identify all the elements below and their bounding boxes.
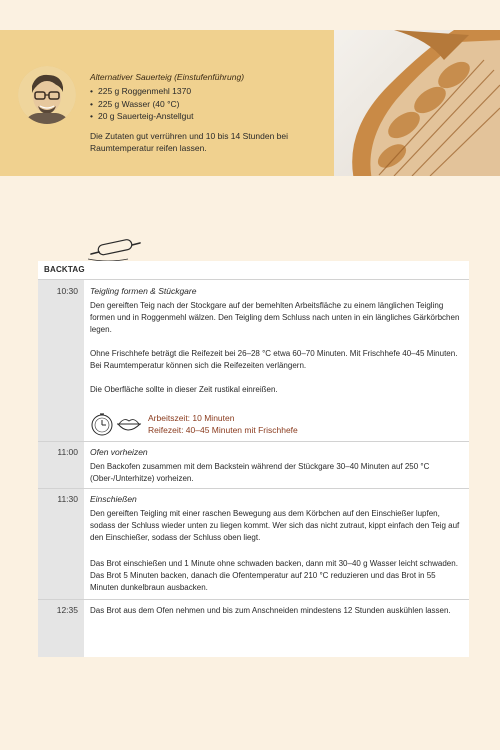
alt-sourdough-title: Alternativer Sauerteig (Einstufenführung) (90, 72, 245, 82)
divider (38, 599, 469, 600)
clock-icon (92, 414, 112, 435)
step-paragraph: Die Oberfläche sollte in dieser Zeit rustikal einreißen. (90, 385, 278, 394)
step-time: 12:35 (56, 605, 78, 615)
rest-time: Reifezeit: 40–45 Minuten mit Frischhefe (148, 425, 298, 435)
step-paragraph: Das Brot aus dem Ofen nehmen und bis zum Anschneiden mindestens 12 Stunden auskühlen lassen. (90, 606, 451, 615)
step-time: 11:30 (57, 494, 78, 504)
backtag-label: BACKTAG (44, 265, 85, 274)
alt-sourdough-note: Die Zutaten gut verrühren und 10 bis 14 Stunden bei Raumtemperatur reifen lassen. (90, 131, 288, 153)
work-time: Arbeitszeit: 10 Minuten (148, 413, 235, 423)
ingredient-item: • 225 g Roggenmehl 1370 (90, 85, 193, 98)
divider (38, 488, 469, 489)
ingredient-list (90, 85, 193, 123)
step-time: 11:00 (57, 447, 78, 457)
ingredient-item: • 20 g Sauerteig-Anstellgut (90, 110, 193, 123)
timer-icons (90, 412, 144, 438)
author-avatar (18, 66, 76, 124)
rolling-pin-icon (88, 237, 144, 263)
step-paragraph: Den gereiften Teigling mit einer raschen Bewegung aus dem Körbchen auf den Einschießer lupfen, sodass der Schluss wieder unten zu liegen kommt. Wer sich das nicht zutraut, kippt einfach den Teig auf den Einschießer, sodass der Schluss oben liegt. (90, 509, 460, 542)
bowl-icon (117, 420, 141, 430)
step-paragraph: Den Backofen zusammen mit dem Backstein während der Stückgare 30–40 Minuten auf 250 °C (Ober-/Unterhitze) vorheizen. (90, 462, 430, 483)
step-paragraph: Das Brot einschießen und 1 Minute ohne schwaden backen, dann mit 30–40 g Wasser leicht schwaden. Das Brot 5 Minuten backen, danach die Ofentemperatur auf 210 °C reduzieren und das Brot in 55 Minuten dunkelbraun ausbacken. (90, 559, 458, 592)
step-title: Teigling formen & Stückgare (90, 286, 197, 296)
divider (38, 279, 469, 280)
step-paragraph: Ohne Frischhefe beträgt die Reifezeit bei 26–28 °C etwa 60–70 Minuten. Mit Frischhefe 40–45 Minuten. Bei Raumtemperatur können sich die Reifezeiten verlängern. (90, 349, 458, 370)
ingredient-item: • 225 g Wasser (40 °C) (90, 98, 193, 111)
divider (38, 441, 469, 442)
bread-photo (334, 30, 500, 176)
time-column (38, 280, 84, 657)
step-time: 10:30 (56, 286, 78, 296)
step-paragraph: Den gereiften Teig nach der Stockgare auf der bemehlten Arbeitsfläche zu einem länglichen Teigling formen und in Roggenmehl wälzen. Den Teigling dem Schluss nach unten in ein längliches Gärkörbchen legen. (90, 301, 460, 334)
step-title: Ofen vorheizen (90, 447, 148, 457)
step-title: Einschießen (90, 494, 137, 504)
